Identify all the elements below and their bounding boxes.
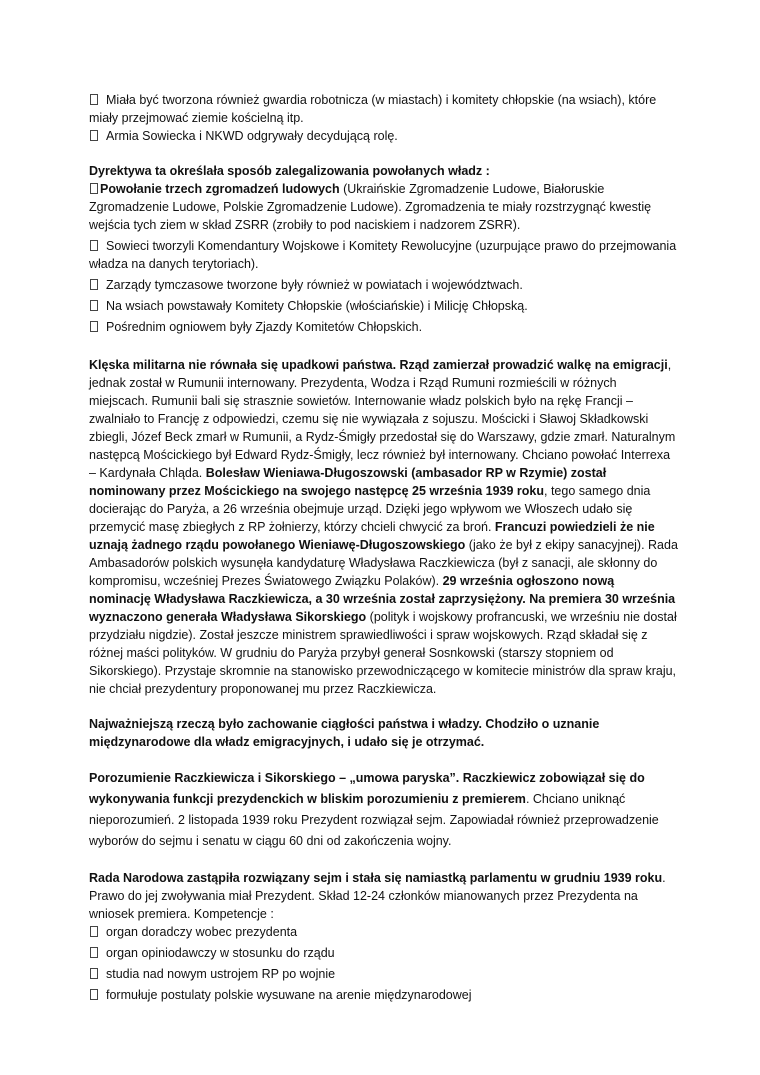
bullet-box-icon xyxy=(90,968,98,979)
body-paragraph: Klęska militarna nie równała się upadkowi państwa. Rząd zamierzał prowadzić walkę na emigracji, jednak został w Rumunii internowany. Prezydenta, Wodza i Rząd Rumuni rozmieścili w różnych miejscach. Rumunii bali się strasznie sowietów. Internowanie władz polskich było na rękę Francji – zwalniało to Francję z odpowiedzi, czemu się nie wywiązała z sojuszu. Mościcki i Sławoj Składkowski zbiegli, Józef Beck zmarł w Rumunii, a Rydz-Śmigły przedostał się do Warszawy, gdzie zmarł. Naturalnym następcą Mościckiego był Edward Rydz-Śmigły, lecz również był internowany. Chciano powołać Interrexa – Kardynała Chląda. Bolesław Wieniawa-Długoszowski (ambasador RP w Rzymie) został nominowany przez Mościckiego na swojego następcę 25 września 1939 roku, tego samego dnia docierając do Paryża, a 26 września obejmuje urząd. Dzięki jego wpływom we Włoszech udało się przemycić masę zbiegłych z RP żołnierzy, którzy chcieli chwycić za broń. Francuzi powiedzieli że nie uznają żadnego rządu powołanego Wieniawę-Długoszowskiego (jako że był z ekipy sanacyjnej). Rada Ambasadorów polskich wysunęła kandydaturę Władysława Raczkiewicza (był z sanacji, ale skłonny do kompromisu, wcześniej Prezes Światowego Związku Polaków). 29 września ogłoszono nową nominację Władysława Raczkiewicza, a 30 września został zaprzysiężony. Na premiera 30 września wyznaczono generała Władysława Sikorskiego (polityk i wojskowy profrancuski, we wrześniu nie dostał przydziału nigdzie). Został jeszcze ministrem sprawiedliwości i spraw wojskowych. Rząd składał się z różnej maści polityków. W grudniu do Paryża przybył generał Sosnkowski (starszy stopniem od Sikorskiego). Przystaje skromnie na stanowisko przewodniczącego w komitecie ministrów dla spraw kraju, nie chciał prezydentury proponowanej mu przez Raczkiewicza. xyxy=(89,358,678,696)
list-item: organ opiniodawczy w stosunku do rządu xyxy=(89,944,679,962)
bullet-box-icon xyxy=(90,279,98,290)
bullet-box-icon xyxy=(90,926,98,937)
bullet-box-icon xyxy=(90,947,98,958)
bullet-paragraph: Zarządy tymczasowe tworzone były również w powiatach i województwach. xyxy=(89,276,679,294)
bullet-paragraph: Armia Sowiecka i NKWD odgrywały decydującą rolę. xyxy=(89,127,679,145)
bullet-paragraph: Na wsiach powstawały Komitety Chłopskie (włościańskie) i Milicję Chłopską. xyxy=(89,297,679,315)
section-heading: Dyrektywa ta określała sposób zalegalizowania powołanych władz : xyxy=(89,164,490,178)
bullet-box-icon xyxy=(90,989,98,1000)
list-item: studia nad nowym ustrojem RP po wojnie xyxy=(89,965,679,983)
document-page xyxy=(89,91,679,1007)
bullet-paragraph: Miała być tworzona również gwardia robotnicza (w miastach) i komitety chłopskie (na wsiach), które miały przejmować ziemie kościelną itp. xyxy=(89,93,657,125)
bullet-box-icon xyxy=(90,183,98,194)
list-item: organ doradczy wobec prezydenta xyxy=(89,923,679,941)
bullet-box-icon xyxy=(90,94,98,105)
body-paragraph: Najważniejszą rzeczą było zachowanie ciągłości państwa i władzy. Chodziło o uznanie międzynarodowe dla władz emigracyjnych, i udało się je otrzymać. xyxy=(89,717,600,749)
bullet-paragraph: Sowieci tworzyli Komendantury Wojskowe i Komitety Rewolucyjne (uzurpujące prawo do przejmowania władza na danych terytoriach). xyxy=(89,239,677,271)
bullet-paragraph: Pośrednim ogniowem były Zjazdy Komitetów Chłopskich. xyxy=(89,318,679,336)
bullet-box-icon xyxy=(90,321,98,332)
bullet-box-icon xyxy=(90,300,98,311)
bullet-box-icon xyxy=(90,130,98,141)
bullet-box-icon xyxy=(90,240,98,251)
body-paragraph: Rada Narodowa zastąpiła rozwiązany sejm i stała się namiastką parlamentu w grudniu 1939 roku. Prawo do jej zwoływania miał Prezydent. Skład 12-24 członków mianowanych przez Prezydenta na wniosek premiera. Kompetencje : xyxy=(89,871,666,921)
bullet-paragraph: Powołanie trzech zgromadzeń ludowych (Ukraińskie Zgromadzenie Ludowe, Białoruskie Zgromadzenie Ludowe, Polskie Zgromadzenie Ludowe). Zgromadzenia te miały rozstrzygnąć kwestię wejścia tych ziem w skład ZSRR (zrobiły to pod naciskiem i nadzorem ZSRR). xyxy=(89,182,652,232)
body-paragraph: Porozumienie Raczkiewicza i Sikorskiego – „umowa paryska”. Raczkiewicz zobowiązał się do wykonywania funkcji prezydenckich w bliskim porozumieniu z premierem. Chciano uniknąć nieporozumień. 2 listopada 1939 roku Prezydent rozwiązał sejm. Zapowiadał również przeprowadzenie wyborów do sejmu i senatu w ciągu 60 dni od zakończenia wojny. xyxy=(89,771,659,848)
list-item: formułuje postulaty polskie wysuwane na arenie międzynarodowej xyxy=(89,986,679,1004)
